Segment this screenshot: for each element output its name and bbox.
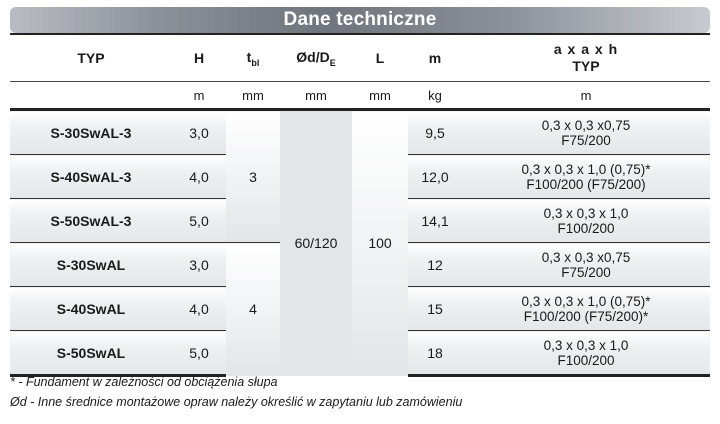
cell-typ: S-30SwAL-3 (10, 110, 172, 155)
cell-typ: S-40SwAL-3 (10, 155, 172, 199)
header-foundation (462, 34, 710, 82)
unit-t: mm (226, 82, 280, 110)
cell-typ: S-50SwAL (10, 331, 172, 376)
cell-mass: 15 (408, 287, 462, 331)
header-d-sub: E (329, 57, 336, 68)
table-title: Dane techniczne (283, 9, 437, 30)
cell-t-group2: 4 (226, 243, 280, 376)
cell-foundation: 0,3 x 0,3 x 1,0 F100/200 (462, 199, 710, 243)
units-row (10, 82, 710, 110)
table-row (10, 110, 710, 155)
unit-typ (10, 82, 172, 110)
cell-mass: 12,0 (408, 155, 462, 199)
cell-mass: 12 (408, 243, 462, 287)
unit-foundation: m (462, 82, 710, 110)
title-banner (10, 7, 710, 33)
cell-foundation: 0,3 x 0,3 x 1,0 (0,75)* F100/200 (F75/200)* (462, 287, 710, 331)
unit-h: m (172, 82, 226, 110)
footnote-asterisk: * - Fundament w zależności od obciążenia słupa (10, 375, 278, 389)
footnote-diameter: Ød - Inne średnice montażowe opraw należy określić w zapytaniu lub zamówieniu (10, 395, 463, 409)
header-h: H (172, 34, 226, 82)
cell-length: 100 (352, 110, 408, 376)
cell-mass: 9,5 (408, 110, 462, 155)
cell-typ: S-30SwAL (10, 243, 172, 287)
cell-diameter: 60/120 (280, 110, 352, 376)
cell-h: 5,0 (172, 331, 226, 376)
header-row (10, 34, 710, 82)
unit-l: mm (352, 82, 408, 110)
technical-data-table (10, 33, 710, 377)
header-t: $t_{bl}$ (226, 34, 280, 82)
cell-typ: S-40SwAL (10, 287, 172, 331)
header-l: L (352, 34, 408, 82)
cell-mass: 14,1 (408, 199, 462, 243)
header-t-sub: bl (251, 57, 260, 68)
header-typ: TYP (10, 34, 172, 82)
cell-h: 4,0 (172, 287, 226, 331)
cell-h: 3,0 (172, 243, 226, 287)
cell-foundation: 0,3 x 0,3 x 1,0 (0,75)* F100/200 (F75/200) (462, 155, 710, 199)
cell-foundation: 0,3 x 0,3 x0,75 F75/200 (462, 243, 710, 287)
cell-t-group1: 3 (226, 110, 280, 243)
unit-d: mm (280, 82, 352, 110)
cell-h: 5,0 (172, 199, 226, 243)
cell-h: 3,0 (172, 110, 226, 155)
cell-mass: 18 (408, 331, 462, 376)
header-d: $Ød/D_E$ (280, 34, 352, 82)
header-foundation-line1: a x a x h (553, 41, 619, 57)
header-m: m (408, 34, 462, 82)
cell-h: 4,0 (172, 155, 226, 199)
footnotes (10, 372, 710, 412)
header-foundation-line2: TYP (572, 58, 600, 74)
cell-foundation: 0,3 x 0,3 x 1,0 F100/200 (462, 331, 710, 376)
unit-m: kg (408, 82, 462, 110)
cell-foundation: 0,3 x 0,3 x0,75 F75/200 (462, 110, 710, 155)
cell-typ: S-50SwAL-3 (10, 199, 172, 243)
